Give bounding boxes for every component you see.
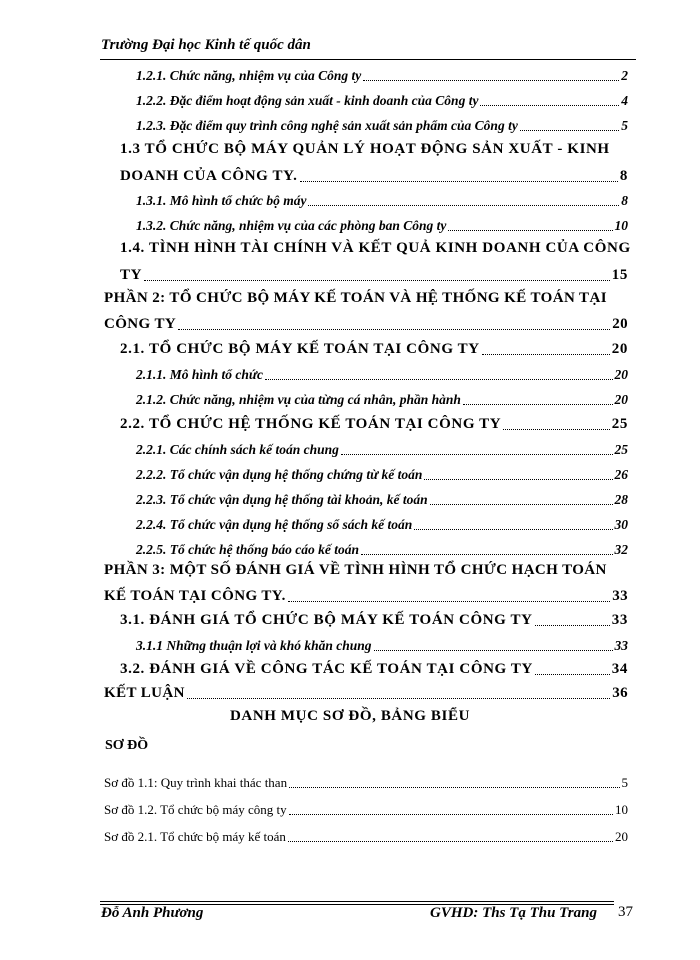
running-header: Trường Đại học Kinh tế quốc dân (101, 37, 311, 53)
toc-page-number: 20 (614, 392, 628, 407)
toc-leader (341, 454, 613, 455)
toc-entry-text: 1.3.2. Chức năng, nhiệm vụ của các phòng ban Công ty (136, 218, 447, 233)
toc-entry[interactable] (136, 542, 628, 558)
toc-page-number: 28 (614, 492, 628, 507)
toc-entry-text: 2.1.2. Chức năng, nhiệm vụ của từng cá nhân, phần hành (136, 392, 461, 407)
toc-entry-text: 2.1.1. Mô hình tổ chức (136, 367, 263, 382)
toc-page-number: 33 (611, 612, 628, 628)
toc-page-number: 2 (621, 68, 628, 83)
toc-entry-text[interactable]: PHẦN 3: MỘT SỐ ĐÁNH GIÁ VỀ TÌNH HÌNH TỔ CHỨC HẠCH TOÁN (104, 562, 607, 578)
toc-leader (289, 787, 619, 788)
toc-page-number: 15 (611, 267, 628, 283)
toc-entry-text: 2.2.5. Tổ chức hệ thống báo cáo kế toán (136, 542, 359, 557)
figure-page-number: 10 (615, 802, 628, 817)
toc-leader (463, 404, 613, 405)
toc-entry-continuation: DOANH CỦA CÔNG TY. (120, 168, 298, 184)
toc-entry-text: 2.2.2. Tổ chức vận dụng hệ thống chứng từ kế toán (136, 467, 423, 482)
figure-entry-text: Sơ đồ 1.1: Quy trình khai thác than (104, 775, 288, 790)
toc-entry-text: 2.1. TỔ CHỨC BỘ MÁY KẾ TOÁN TẠI CÔNG TY (120, 341, 480, 357)
footer-rule (100, 901, 614, 902)
toc-leader (178, 329, 610, 330)
toc-page-number: 10 (614, 218, 628, 233)
figure-entry[interactable] (104, 775, 628, 791)
toc-entry-text: 1.3.1. Mô hình tổ chức bộ máy (136, 193, 307, 208)
toc-page-number: 20 (611, 341, 628, 357)
toc-entry[interactable] (136, 93, 628, 109)
toc-entry-text: 2.2. TỔ CHỨC HỆ THỐNG KẾ TOÁN TẠI CÔNG TY (120, 416, 502, 432)
toc-leader (482, 354, 610, 355)
toc-entry-text: 1.2.3. Đặc điểm quy trình công nghệ sản xuất sản phẩm của Công ty (136, 118, 518, 133)
list-title: DANH MỤC SƠ ĐỒ, BẢNG BIỂU (229, 708, 470, 724)
toc-page-number: 20 (614, 367, 628, 382)
toc-entry-text[interactable]: PHẦN 2: TỔ CHỨC BỘ MÁY KẾ TOÁN VÀ HỆ THỐNG KẾ TOÁN TẠI (104, 290, 607, 306)
toc-entry-text: 3.2. ĐÁNH GIÁ VỀ CÔNG TÁC KẾ TOÁN TẠI CÔNG TY (120, 661, 533, 677)
toc-entry[interactable] (120, 267, 628, 284)
toc-entry[interactable] (136, 467, 628, 483)
toc-entry[interactable] (136, 517, 628, 533)
toc-entry[interactable] (136, 442, 628, 458)
toc-entry-text: 2.2.1. Các chính sách kế toán chung (136, 442, 339, 457)
toc-entry-text: 2.2.3. Tổ chức vận dụng hệ thống tài khoản, kế toán (136, 492, 428, 507)
toc-leader (361, 554, 613, 555)
toc-leader (374, 650, 613, 651)
toc-leader (535, 674, 610, 675)
toc-entry[interactable] (136, 638, 628, 654)
toc-entry[interactable] (104, 685, 628, 702)
toc-leader (300, 181, 618, 182)
toc-leader (289, 814, 613, 815)
toc-entry[interactable] (136, 492, 628, 508)
toc-entry[interactable] (120, 341, 628, 358)
toc-entry[interactable] (120, 612, 628, 629)
toc-entry-continuation: TY (120, 267, 143, 283)
figure-page-number: 20 (615, 829, 628, 844)
toc-leader (520, 130, 619, 131)
toc-leader (288, 601, 610, 602)
toc-entry[interactable] (136, 367, 628, 383)
toc-entry-text[interactable]: 1.3 TỔ CHỨC BỘ MÁY QUẢN LÝ HOẠT ĐỘNG SẢN XUẤT - KINH (120, 141, 610, 157)
toc-page-number: 8 (621, 193, 628, 208)
toc-entry[interactable] (120, 168, 628, 185)
figure-page-number: 5 (621, 775, 628, 790)
toc-entry[interactable] (120, 661, 628, 678)
toc-leader (424, 479, 612, 480)
toc-leader (430, 504, 613, 505)
toc-entry[interactable] (104, 316, 628, 333)
figure-entry-text: Sơ đồ 2.1. Tổ chức bộ máy kế toán (104, 829, 286, 844)
toc-entry[interactable] (136, 68, 628, 84)
toc-entry-text: 1.2.2. Đặc điểm hoạt động sản xuất - kinh doanh của Công ty (136, 93, 479, 108)
footer-advisor: GVHD: Ths Tạ Thu Trang (430, 905, 597, 921)
toc-entry[interactable] (120, 416, 628, 433)
toc-page-number: 33 (612, 588, 628, 604)
toc-leader (448, 230, 612, 231)
toc-page-number: 25 (614, 442, 628, 457)
toc-leader (144, 280, 610, 281)
toc-entry-text: 1.2.1. Chức năng, nhiệm vụ của Công ty (136, 68, 362, 83)
header-rule (100, 59, 636, 60)
toc-page-number: 20 (612, 316, 628, 332)
toc-entry-text: KẾT LUẬN (104, 685, 185, 701)
toc-leader (265, 379, 613, 380)
figure-entry-text: Sơ đồ 1.2. Tổ chức bộ máy công ty (104, 802, 287, 817)
toc-page-number: 30 (614, 517, 628, 532)
list-subtitle: SƠ ĐỒ (105, 738, 149, 753)
toc-entry[interactable] (136, 392, 628, 408)
toc-page-number: 25 (611, 416, 628, 432)
toc-entry[interactable] (136, 193, 628, 209)
toc-page-number: 36 (612, 685, 628, 701)
toc-entry-continuation: CÔNG TY (104, 316, 177, 332)
toc-entry-text: 2.2.4. Tổ chức vận dụng hệ thống sổ sách kế toán (136, 517, 413, 532)
toc-page-number: 33 (614, 638, 628, 653)
toc-entry-text: 3.1.1 Những thuận lợi và khó khăn chung (136, 638, 372, 653)
toc-page-number: 4 (621, 93, 628, 108)
toc-leader (288, 841, 613, 842)
figure-entry[interactable] (104, 829, 628, 845)
toc-page-number: 26 (614, 467, 628, 482)
toc-entry-text[interactable]: 1.4. TÌNH HÌNH TÀI CHÍNH VÀ KẾT QUẢ KINH DOANH CỦA CÔNG (120, 240, 631, 256)
toc-leader (480, 105, 619, 106)
toc-leader (308, 205, 619, 206)
toc-leader (535, 625, 610, 626)
toc-entry[interactable] (104, 588, 628, 605)
toc-entry[interactable] (136, 118, 628, 134)
toc-page-number: 34 (611, 661, 628, 677)
toc-leader (503, 429, 610, 430)
toc-leader (414, 529, 612, 530)
figure-entry[interactable] (104, 802, 628, 818)
toc-entry-continuation: KẾ TOÁN TẠI CÔNG TY. (104, 588, 286, 604)
toc-entry-text: 3.1. ĐÁNH GIÁ TỔ CHỨC BỘ MÁY KẾ TOÁN CÔNG TY (120, 612, 533, 628)
toc-page-number: 32 (614, 542, 628, 557)
toc-entry[interactable] (136, 218, 628, 234)
toc-leader (363, 80, 619, 81)
footer-author: Đỗ Anh Phương (101, 905, 204, 921)
footer-page-number: 37 (618, 904, 633, 920)
toc-page-number: 5 (621, 118, 628, 133)
toc-leader (187, 698, 610, 699)
toc-page-number: 8 (619, 168, 628, 184)
